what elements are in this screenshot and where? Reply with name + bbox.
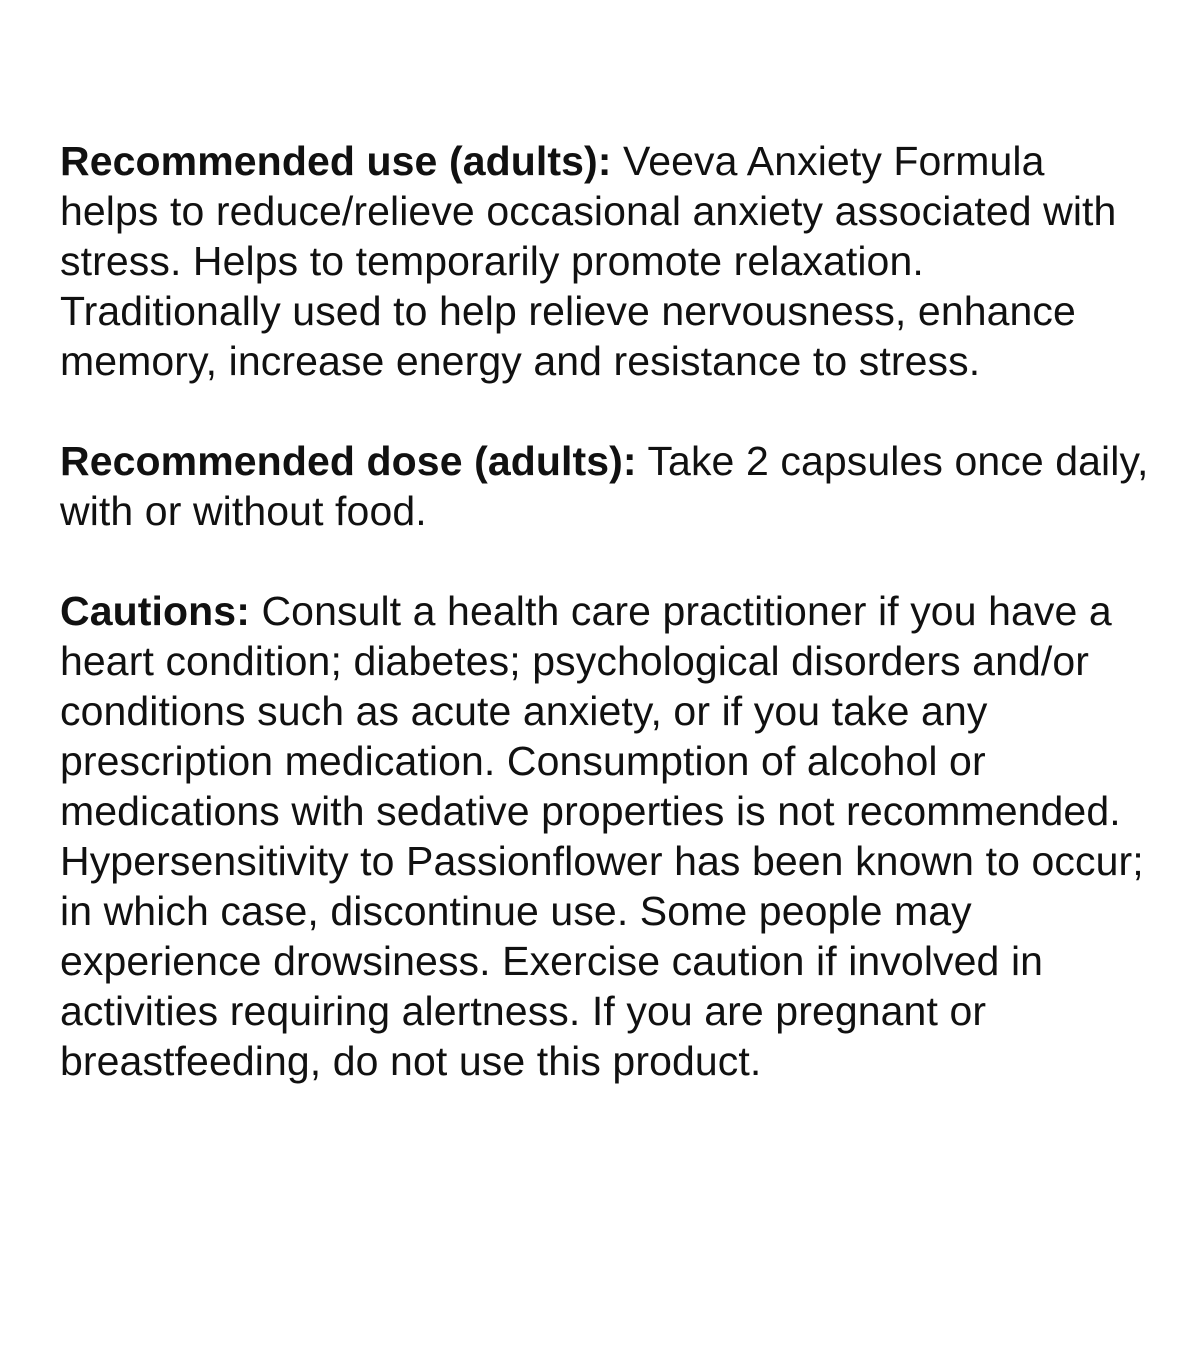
label-text-panel xyxy=(60,136,1150,1086)
recommended-use-text: Veeva Anxiety Formula helps to reduce/relieve occasional anxiety associated with stress. Helps to temporarily promote relaxation. Traditionally used to help relieve nervousness, enhance memory, increase energy and resistance to stress. xyxy=(60,138,1117,384)
recommended-use-label: Recommended use (adults): xyxy=(60,138,612,184)
cautions-text: Consult a health care practitioner if you have a heart condition; diabetes; psychological disorders and/or conditions such as acute anxiety, or if you take any prescription medication. Consumption of alcohol or medications with sedative properties is not recommended. Hypersensitivity to Passionflower has been known to occur; in which case, discontinue use. Some people may experience drowsiness. Exercise caution if involved in activities requiring alertness. If you are pregnant or breastfeeding, do not use this product. xyxy=(60,588,1144,1084)
cautions-label: Cautions: xyxy=(60,588,250,634)
recommended-dose-text: Take 2 capsules once daily, with or without food. xyxy=(60,438,1149,534)
recommended-dose-section xyxy=(60,436,1150,536)
recommended-dose-label: Recommended dose (adults): xyxy=(60,438,637,484)
recommended-use-section xyxy=(60,136,1150,386)
cautions-section xyxy=(60,586,1150,1086)
